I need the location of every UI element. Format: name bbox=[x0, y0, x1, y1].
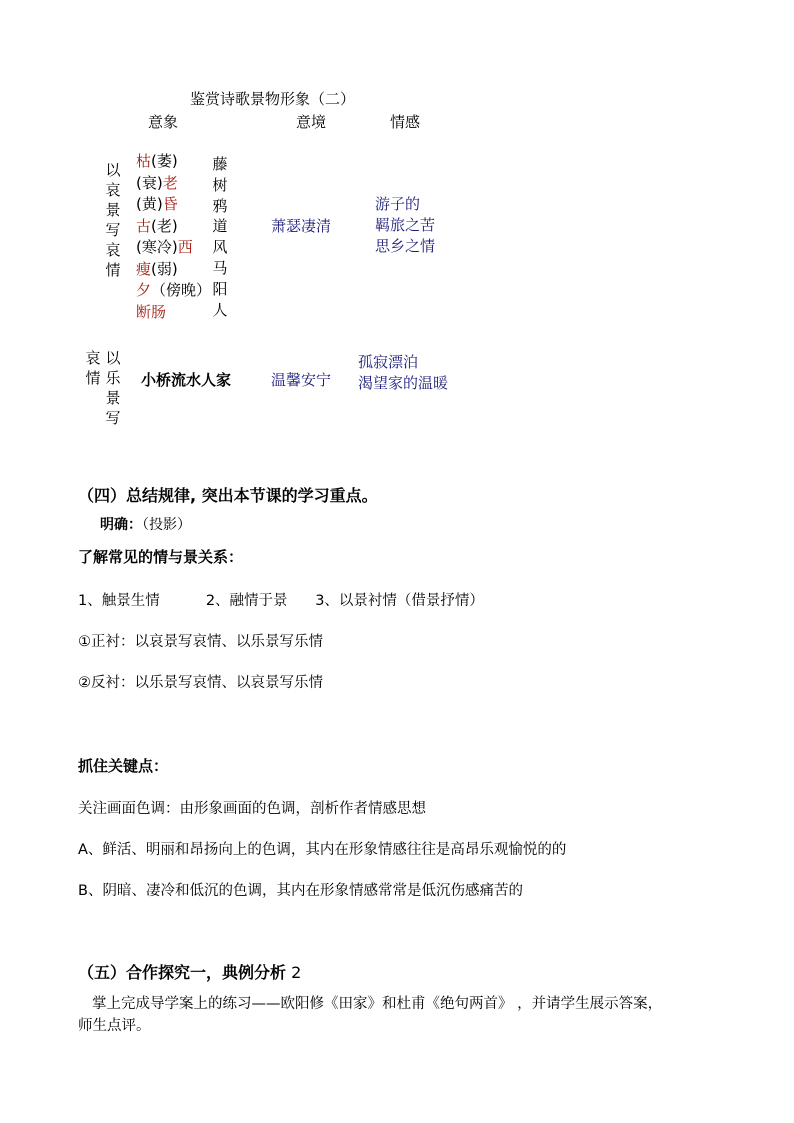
keypoint-intro: 关注画面色调：由形象画面的色调，剖析作者情感思想 bbox=[78, 801, 426, 817]
imagery-line bbox=[136, 173, 211, 195]
row1-label: 以哀景写哀情 bbox=[105, 161, 121, 279]
section5-heading-num: 2 bbox=[286, 963, 302, 982]
imagery-line bbox=[136, 194, 211, 216]
imagery-gloss: (衰) bbox=[136, 173, 163, 192]
imagery-line bbox=[136, 302, 211, 324]
relations-list: 1、触景生情 2、融情于景 3、以景衬情（借景抒情） bbox=[78, 593, 484, 609]
emotion-line: 思乡之情 bbox=[375, 237, 436, 255]
imagery-gloss: (寒冷) bbox=[136, 238, 178, 256]
section5-para-line2: 师生点评。 bbox=[78, 1018, 151, 1034]
imagery-keyword: 古 bbox=[136, 216, 152, 235]
imagery-gloss: （傍晚） bbox=[151, 281, 212, 299]
header-imagery: 意象 bbox=[148, 113, 179, 131]
row2-label-left: 哀情 bbox=[85, 349, 101, 387]
header-emotion: 情感 bbox=[390, 113, 421, 131]
imagery-line bbox=[136, 151, 211, 173]
imagery-keyword: 断肠 bbox=[136, 302, 167, 321]
imagery-keyword: 瘦 bbox=[136, 259, 152, 278]
imagery-gloss: (老) bbox=[151, 216, 178, 235]
clarify-label: 明确： bbox=[100, 517, 142, 533]
imagery-gloss: (黄) bbox=[136, 195, 163, 213]
relations-heading: 了解常见的情与景关系： bbox=[78, 548, 244, 566]
header-mood: 意境 bbox=[296, 113, 327, 131]
imagery-keyword: 老 bbox=[162, 173, 178, 192]
imagery-keyword: 西 bbox=[177, 238, 193, 256]
row2-label-right: 以乐景写 bbox=[105, 349, 121, 427]
clarify-note: （投影） bbox=[142, 517, 191, 533]
clarify-line bbox=[100, 514, 191, 534]
keypoint-heading: 抓住关键点： bbox=[78, 757, 169, 775]
row1-mood: 萧瑟凄清 bbox=[271, 217, 332, 235]
row1-imagery-list bbox=[136, 151, 211, 323]
imagery-gloss: (弱) bbox=[151, 259, 178, 278]
imagery-line bbox=[136, 237, 211, 259]
imagery-line bbox=[136, 280, 211, 302]
emotion-line: 羁旅之苦 bbox=[375, 216, 436, 234]
row2-imagery: 小桥流水人家 bbox=[141, 371, 232, 389]
imagery-keyword: 夕 bbox=[136, 281, 152, 299]
section5-heading bbox=[78, 960, 301, 983]
row2-mood: 温馨安宁 bbox=[271, 371, 332, 389]
emotion-line: 游子的 bbox=[375, 195, 421, 213]
emotion-line: 孤寂漂泊 bbox=[358, 353, 419, 371]
point-a: A、鲜活、明丽和昂扬向上的色调，其内在形象情感往往是高昂乐观愉悦的的 bbox=[78, 842, 567, 858]
imagery-keyword: 昏 bbox=[162, 195, 178, 213]
row1-nouns: 藤树鸦道风马阳人 bbox=[212, 155, 228, 319]
table-title: 鉴赏诗歌景物形象（二） bbox=[190, 90, 356, 108]
contrast-positive: ①正衬：以哀景写哀情、以乐景写乐情 bbox=[78, 634, 323, 650]
imagery-line bbox=[136, 259, 211, 281]
section5-heading-text: （五）合作探究一，典例分析 bbox=[78, 963, 287, 982]
contrast-negative: ②反衬：以乐景写哀情、以哀景写乐情 bbox=[78, 675, 323, 691]
emotion-line: 渴望家的温暖 bbox=[358, 374, 449, 392]
row2-emotion bbox=[358, 352, 448, 394]
imagery-gloss: (萎) bbox=[151, 152, 178, 170]
section5-para-line1: 掌上完成导学案上的练习——欧阳修《田家》和杜甫《绝句两首》 ，并请学生展示答案， bbox=[92, 996, 663, 1012]
imagery-keyword: 枯 bbox=[136, 152, 152, 170]
imagery-line bbox=[136, 216, 211, 238]
point-b: B、阴暗、凄冷和低沉的色调，其内在形象情感常常是低沉伤感痛苦的 bbox=[78, 883, 523, 899]
row1-emotion bbox=[375, 194, 435, 257]
section4-heading: （四）总结规律, 突出本节课的学习重点。 bbox=[78, 486, 378, 505]
